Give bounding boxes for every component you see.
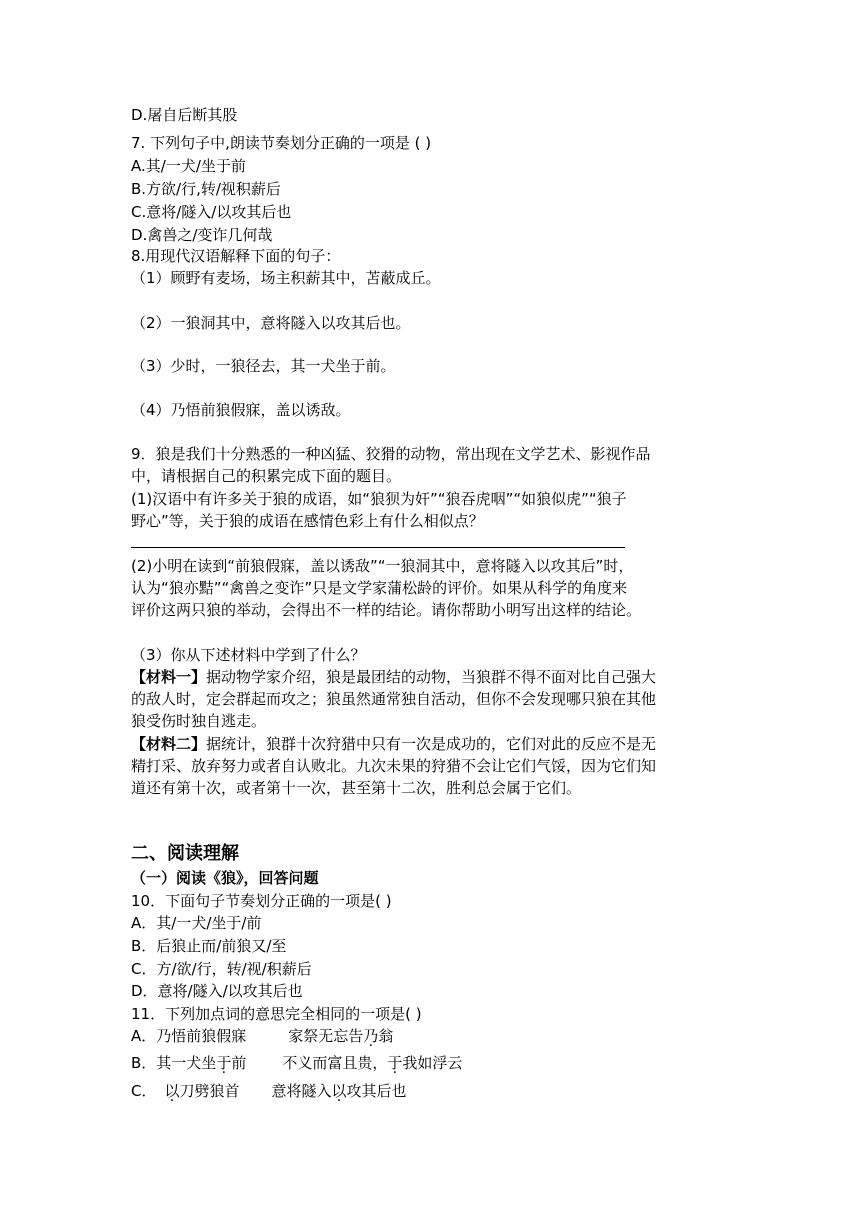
- q7-option-c: C.意将/隧入/以攻其后也: [131, 203, 292, 221]
- q7-option-d: D.禽兽之/变诈几何哉: [131, 226, 273, 244]
- dotted-char: 以: [164, 1082, 180, 1100]
- q8-item-1: （1）顾野有麦场，场主积薪其中，苫蔽成丘。: [131, 269, 441, 287]
- q11-option-c: [131, 1080, 407, 1102]
- option-label: B．: [131, 1054, 157, 1072]
- q11-option-b: [131, 1052, 462, 1074]
- phrase-2-post: 翁: [378, 1027, 394, 1045]
- material-1-tag: 【材料一】: [131, 668, 207, 686]
- phrase-1-post: 刀劈狼首: [179, 1082, 240, 1100]
- q11-option-a: [131, 1025, 393, 1047]
- q9-part2-line1: (2)小明在读到“前狼假寐，盖以诱敌”“一狼洞其中，意将隧入以攻其后”时，: [131, 557, 634, 575]
- section-subtitle: （一）阅读《狼》，回答问题: [131, 869, 319, 887]
- material-2-text: 据统计，狼群十次狩猎中只有一次是成功的，它们对此的反应不是无: [206, 735, 657, 753]
- section-title: 二、阅读理解: [131, 843, 239, 864]
- material-2-line2: 精打采、放弃努力或者自认败北。九次未果的狩猎不会让它们气馁，因为它们知: [131, 757, 657, 775]
- q7-option-a: A.其/一犬/坐于前: [131, 157, 246, 175]
- material-1-line3: 狼受伤时独自逃走。: [131, 712, 267, 730]
- material-1-text: 据动物学家介绍，狼是最团结的动物，当狼群不得不面对比自己强大: [206, 668, 657, 686]
- dotted-char: 乃: [363, 1027, 379, 1045]
- phrase-1: 乃悟前狼假寐: [156, 1027, 247, 1045]
- q10-option-d: D．意将/隧入/以攻其后也: [131, 982, 303, 1000]
- q9-stem-line1: 9．狼是我们十分熟悉的一种凶猛、狡猾的动物，常出现在文学艺术、影视作品: [131, 445, 651, 463]
- q8-stem: 8.用现代汉语解释下面的句子：: [131, 247, 341, 265]
- material-1-line1: [131, 666, 656, 688]
- phrase-2-post: 我如浮云: [402, 1054, 463, 1072]
- option-label: A．: [131, 1027, 157, 1045]
- phrase-2-post: 攻其后也: [346, 1082, 407, 1100]
- q9-part1-line1: (1)汉语中有许多关于狼的成语，如“狼狈为奸”“狼吞虎咽”“如狼似虎”“狼子: [131, 490, 627, 508]
- q7-stem: 7. 下列句子中,朗读节奏划分正确的一项是 ( ): [131, 134, 432, 152]
- q9-part3-stem: （3）你从下述材料中学到了什么？: [131, 646, 366, 664]
- material-2-line3: 道还有第十次，或者第十一次，甚至第十二次，胜利总会属于它们。: [131, 779, 582, 797]
- q10-option-c: C．方/欲/行，转/视/积薪后: [131, 960, 312, 978]
- dotted-char: 以: [331, 1082, 347, 1100]
- q8-item-4: （4）乃悟前狼假寐，盖以诱敌。: [131, 401, 351, 419]
- material-2-tag: 【材料二】: [131, 735, 207, 753]
- phrase-1-post: 前: [231, 1054, 247, 1072]
- q9-part2-line3: 评价这两只狼的举动，会得出不一样的结论。请你帮助小明写出这样的结论。: [131, 601, 642, 619]
- q9-stem-line2: 中，请根据自己的积累完成下面的题目。: [131, 467, 402, 485]
- q6-option-d: D.屠自后断其股: [131, 106, 238, 124]
- q11-stem: 11．下列加点词的意思完全相同的一项是( ): [131, 1005, 422, 1023]
- option-label: C．: [131, 1082, 157, 1100]
- phrase-2-pre: 家祭无忘告: [288, 1027, 364, 1045]
- q8-item-2: （2）一狼洞其中，意将隧入以攻其后也。: [131, 314, 411, 332]
- answer-line: [131, 547, 625, 548]
- q9-part2-line2: 认为“狼亦黠”“禽兽之变诈”只是文学家蒲松龄的评价。如果从科学的角度来: [131, 579, 628, 597]
- q8-item-3: （3）少时，一狼径去，其一犬坐于前。: [131, 357, 396, 375]
- material-2-line1: [131, 733, 656, 755]
- q7-option-b: B.方欲/行,转/视积薪后: [131, 180, 281, 198]
- phrase-2-pre: 不义而富且贵，: [282, 1054, 388, 1072]
- dotted-char: 于: [216, 1054, 232, 1072]
- q10-option-b: B．后狼止而/前狼又/至: [131, 937, 287, 955]
- q10-stem: 10．下面句子节奏划分正确的一项是( ): [131, 892, 392, 910]
- material-1-line2: 的敌人时，定会群起而攻之；狼虽然通常独自活动，但你不会发现哪只狼在其他: [131, 690, 657, 708]
- q9-part1-line2: 野心”等，关于狼的成语在感情色彩上有什么相似点？: [131, 512, 484, 530]
- q10-option-a: A．其/一犬/坐于/前: [131, 914, 262, 932]
- dotted-char: 于: [387, 1054, 403, 1072]
- phrase-2-pre: 意将隧入: [271, 1082, 332, 1100]
- phrase-1-pre: 其一犬坐: [156, 1054, 217, 1072]
